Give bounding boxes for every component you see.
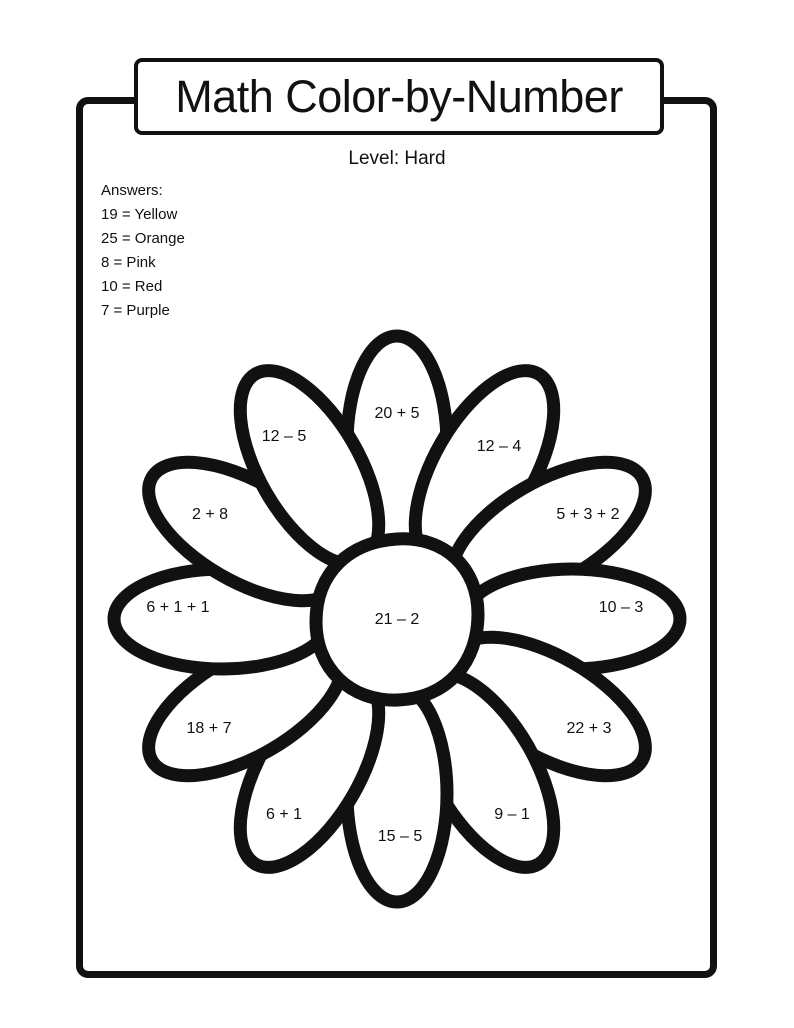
answer-key-item: 7 = Purple bbox=[101, 302, 170, 319]
petal-problem: 9 – 1 bbox=[494, 806, 530, 824]
petal-problem: 6 + 1 + 1 bbox=[146, 599, 210, 617]
petal-problem: 20 + 5 bbox=[374, 405, 420, 423]
petal-problem: 15 – 5 bbox=[377, 828, 423, 846]
answer-key-item: 10 = Red bbox=[101, 278, 163, 295]
difficulty-level: Level: Hard bbox=[348, 148, 446, 169]
answer-key-heading: Answers: bbox=[101, 182, 163, 199]
worksheet-title: Math Color-by-Number bbox=[175, 70, 623, 122]
answer-key-item: 25 = Orange bbox=[101, 230, 185, 247]
petal-problem: 12 – 5 bbox=[261, 428, 307, 446]
answer-key-item: 8 = Pink bbox=[101, 254, 156, 271]
petal-problem: 18 + 7 bbox=[186, 720, 232, 738]
center-problem: 21 – 2 bbox=[374, 611, 420, 629]
petal-problem: 6 + 1 bbox=[265, 806, 303, 824]
petal-problem: 10 – 3 bbox=[598, 599, 644, 617]
answer-key-item: 19 = Yellow bbox=[101, 206, 178, 223]
petal-problem: 5 + 3 + 2 bbox=[556, 506, 620, 524]
petal-problem: 2 + 8 bbox=[191, 506, 229, 524]
petal-problem: 22 + 3 bbox=[566, 720, 612, 738]
petal-problem: 12 – 4 bbox=[476, 438, 522, 456]
